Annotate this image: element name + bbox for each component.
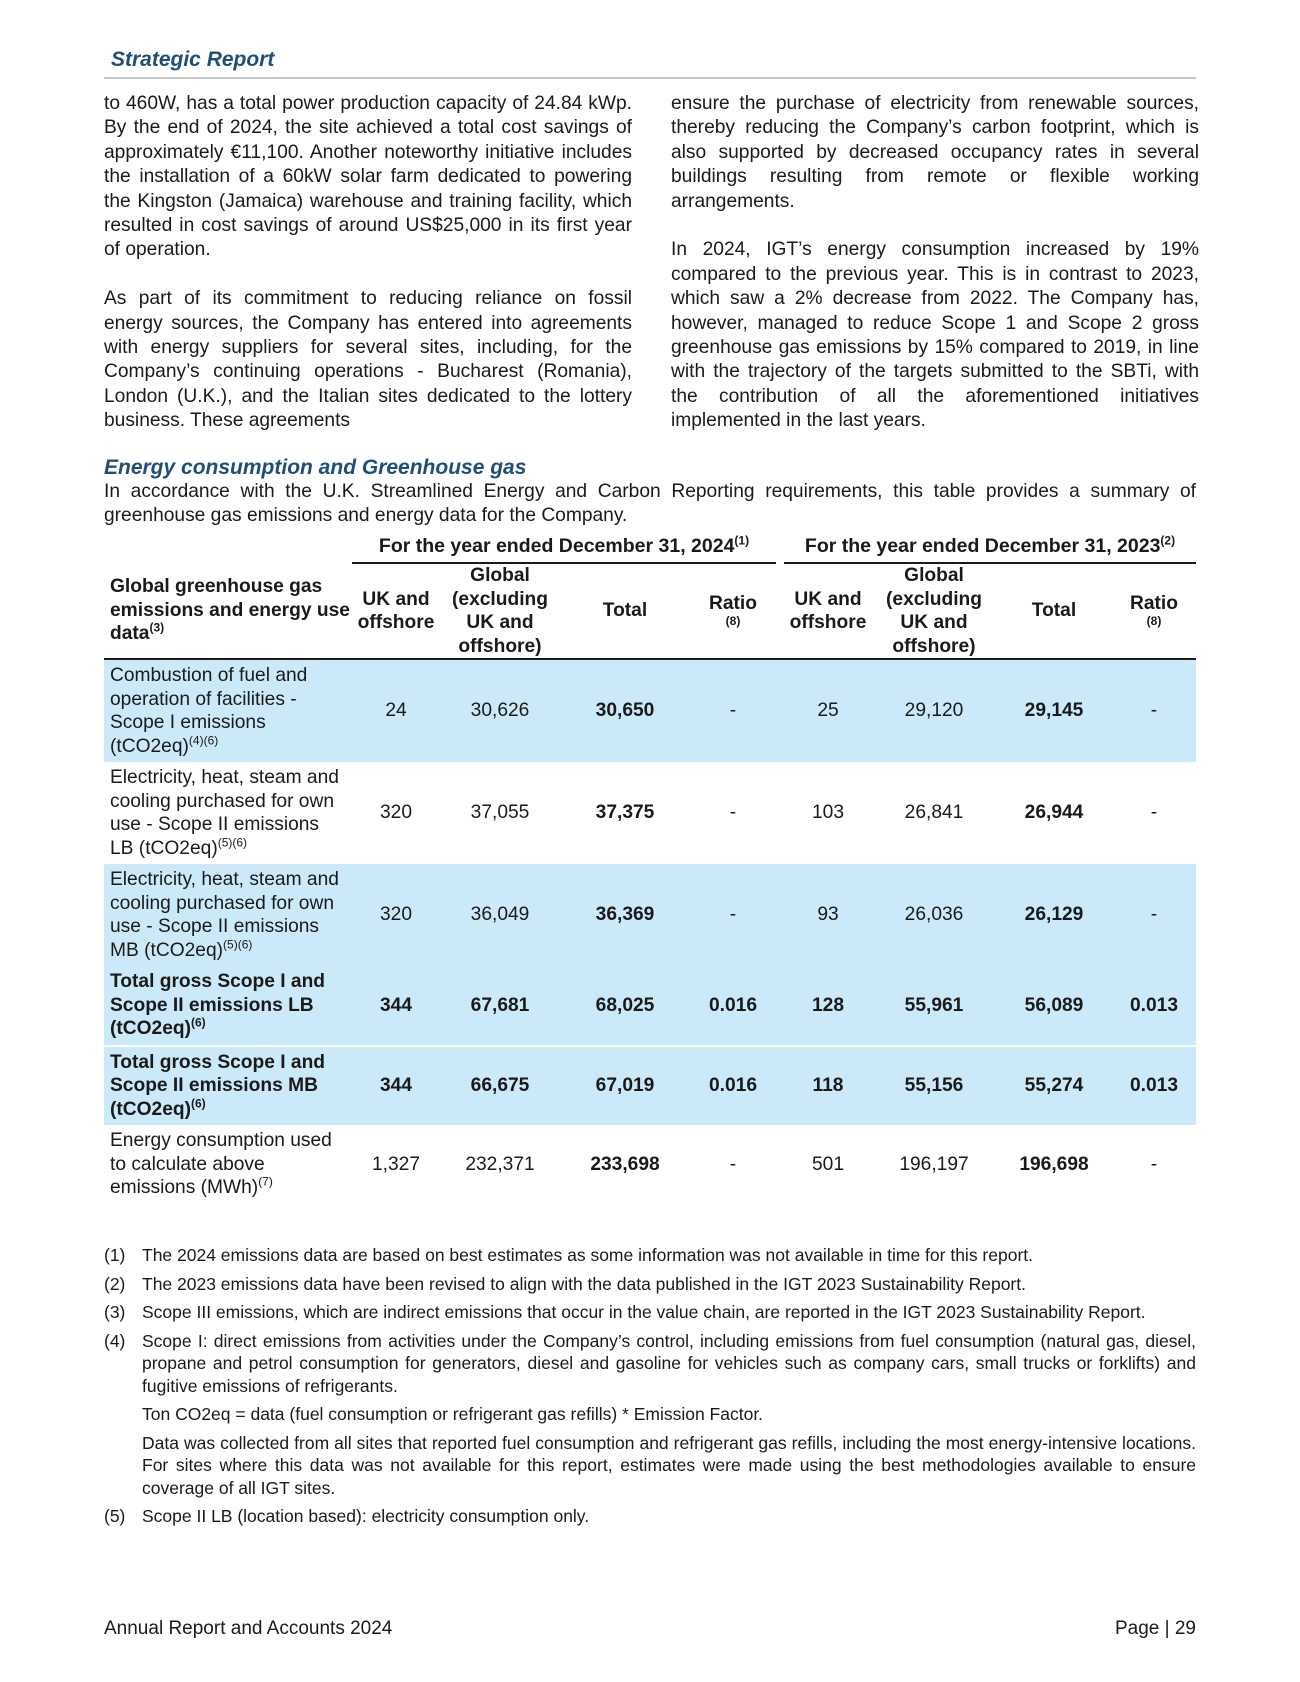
cell-uk-2024: 24 <box>385 700 407 722</box>
footnote <box>104 1505 1196 1528</box>
cell-global-2023: 55,961 <box>904 994 964 1016</box>
cell-total-2023: 196,698 <box>1019 1153 1089 1175</box>
cell-ratio-2023: - <box>1150 802 1158 824</box>
footnote <box>104 1244 1196 1267</box>
footnotes <box>104 1244 1196 1534</box>
cell-ratio-2024: - <box>729 700 737 722</box>
cell-uk-2023: 501 <box>811 1153 844 1175</box>
footnote <box>104 1273 1196 1296</box>
cell-global-2024: 232,371 <box>465 1153 535 1175</box>
cell-uk-2024: 344 <box>379 994 412 1016</box>
period-header-row <box>104 531 1196 563</box>
row-label: Total gross Scope I and Scope II emissions MB $(tCO2eq)^{(6)}$ <box>110 1051 326 1120</box>
ratio-header: Ratio (8) <box>709 593 757 628</box>
uk-offshore-header: UK and offshore <box>789 588 867 633</box>
body-column-right <box>671 92 1199 458</box>
paragraph: In 2024, IGT’s energy consumption increased by 19% compared to the previous year. This is in contrast to 2023, which saw a 2% decrease from 2022. The Company has, however, managed to reduce Scope 1 and Scope 2 gross greenhouse gas emissions by 15% compared to 2019, in line with the trajectory of the targets submitted to the SBTi, with the contribution of all the aforementioned initiatives implemented in the last years. <box>671 239 1199 432</box>
period-2024-header: For the year ended December 31, 2024$^{(1)}$ <box>352 531 776 563</box>
footnote <box>104 1330 1196 1398</box>
paragraph: ensure the purchase of electricity from renewable sources, thereby reducing the Company’s carbon footprint, which is also supported by decreased occupancy rates in several buildings resulting from remote or flexible working arrangements. <box>671 93 1199 212</box>
table-row <box>104 1125 1196 1204</box>
footer-report-title: Annual Report and Accounts 2024 <box>104 1618 393 1639</box>
cell-total-2024: 67,019 <box>595 1075 655 1096</box>
paragraph: As part of its commitment to reducing reliance on fossil energy sources, the Company has entered into agreements with energy suppliers for several sites, including, for the Company’s continuing operations - Bucharest (Romania), London (U.K.), and the Italian sites dedicated to the lottery business. These agreements <box>104 288 632 432</box>
cell-total-2024: 30,650 <box>595 700 655 722</box>
table-row <box>104 966 1196 1046</box>
body-column-left <box>104 92 632 458</box>
row-label: Combustion of fuel and operation of facilities - Scope I emissions $(tCO2eq)^{(4)(6)}$ <box>110 665 308 757</box>
cell-uk-2024: 320 <box>379 904 412 926</box>
footnote-continuation: Ton CO2eq = data (fuel consumption or refrigerant gas refills) * Emission Factor. <box>142 1404 764 1424</box>
cell-uk-2023: 118 <box>812 1075 844 1096</box>
ratio-header: Ratio (8) <box>1130 593 1178 628</box>
cell-global-2024: 36,049 <box>470 904 530 926</box>
cell-global-2023: 196,197 <box>899 1153 969 1175</box>
row-label: Total gross Scope I and Scope II emissions LB $(tCO2eq)^{(6)}$ <box>110 971 326 1039</box>
cell-uk-2024: 1,327 <box>371 1153 420 1175</box>
label-column-header: Global greenhouse gas emissions and energy use data$^{(3)}$ <box>110 576 350 645</box>
cell-uk-2023: 128 <box>811 994 844 1016</box>
section-intro: In accordance with the U.K. Streamlined Energy and Carbon Reporting requirements, this table provides a summary of greenhouse gas emissions and energy data for the Company. <box>104 481 1196 526</box>
cell-global-2023: 26,036 <box>904 904 964 926</box>
footnote-number: (1) <box>104 1245 126 1265</box>
cell-ratio-2024: - <box>729 904 737 926</box>
footnote <box>104 1301 1196 1324</box>
cell-total-2023: 56,089 <box>1024 994 1084 1016</box>
ghg-emissions-table <box>104 531 1196 1204</box>
footnote-text: Scope III emissions, which are indirect emissions that occur in the value chain, are reported in the IGT 2023 Sustainability Report. <box>142 1302 1146 1322</box>
cell-uk-2023: 93 <box>817 904 839 926</box>
cell-global-2023: 26,841 <box>904 802 964 824</box>
page-header-title: Strategic Report <box>111 48 275 71</box>
cell-ratio-2024: 0.016 <box>708 1075 757 1096</box>
cell-total-2023: 55,274 <box>1024 1075 1084 1096</box>
cell-ratio-2024: 0.016 <box>708 994 757 1016</box>
header-divider <box>104 77 1196 79</box>
cell-ratio-2023: - <box>1150 700 1158 722</box>
cell-ratio-2023: - <box>1150 904 1158 926</box>
table-row <box>104 762 1196 864</box>
cell-total-2024: 36,369 <box>595 904 655 926</box>
cell-total-2024: 37,375 <box>595 802 655 824</box>
table-row <box>104 659 1196 762</box>
cell-uk-2023: 25 <box>817 700 839 722</box>
table-row <box>104 864 1196 966</box>
cell-global-2023: 55,156 <box>904 1075 964 1096</box>
cell-global-2024: 66,675 <box>470 1075 530 1096</box>
cell-total-2023: 29,145 <box>1024 700 1084 722</box>
row-label: Electricity, heat, steam and cooling purchased for own use - Scope II emissions MB $(tCO2eq)^{(5)(6)}$ <box>110 869 339 961</box>
footnote-text: Scope II LB (location based): electricity consumption only. <box>142 1506 590 1526</box>
cell-ratio-2023: - <box>1150 1153 1158 1175</box>
cell-total-2023: 26,129 <box>1024 904 1084 926</box>
footnote-text: The 2024 emissions data are based on best estimates as some information was not available in time for this report. <box>142 1245 1034 1265</box>
global-header: Global (excluding UK and offshore) <box>452 565 548 657</box>
column-header-row <box>104 563 1196 659</box>
total-header: Total <box>602 600 648 622</box>
global-header: Global (excluding UK and offshore) <box>886 565 982 657</box>
cell-uk-2024: 344 <box>379 1075 412 1096</box>
footnote-number: (3) <box>104 1302 126 1322</box>
cell-ratio-2023: 0.013 <box>1129 994 1178 1016</box>
row-label: Electricity, heat, steam and cooling purchased for own use - Scope II emissions LB $(tCO2eq)^{(5)(6)}$ <box>110 767 339 859</box>
cell-global-2024: 67,681 <box>470 994 530 1016</box>
total-header: Total <box>1031 600 1077 622</box>
period-2023-header: For the year ended December 31, 2023$^{(2)}$ <box>784 531 1196 563</box>
section-title: Energy consumption and Greenhouse gas <box>104 456 527 479</box>
cell-global-2023: 29,120 <box>904 700 964 722</box>
footnote-text: Scope I: direct emissions from activities under the Company’s control, including emissions from fuel consumption (natural gas, diesel, propane and petrol consumption for generators, diesel and gasoline for vehicles such as company cars, small trucks or forklifts) and fugitive emissions of refrigerants. <box>142 1330 1196 1396</box>
footer-page-number: Page | 29 <box>1114 1618 1196 1639</box>
cell-uk-2023: 103 <box>811 802 844 824</box>
cell-global-2024: 30,626 <box>470 700 530 722</box>
paragraph: to 460W, has a total power production capacity of 24.84 kWp. By the end of 2024, the site achieved a total cost savings of approximately €11,100. Another noteworthy initiative includes the installation of a 60kW solar farm dedicated to powering the Kingston (Jamaica) warehouse and training facility, which resulted in cost savings of around US$25,000 in its first year of operation. <box>104 93 632 261</box>
table-row <box>104 1046 1196 1126</box>
cell-total-2024: 68,025 <box>595 994 655 1016</box>
cell-ratio-2024: - <box>729 1153 737 1175</box>
cell-global-2024: 37,055 <box>470 802 530 824</box>
footnote-number: (5) <box>104 1506 126 1526</box>
footnote-number: (2) <box>104 1273 126 1294</box>
footnote-text: The 2023 emissions data have been revised to align with the data published in the IGT 2023 Sustainability Report. <box>142 1273 1026 1294</box>
row-label: Energy consumption used to calculate above emissions (MWh)$^{(7)}$ <box>110 1130 332 1198</box>
cell-ratio-2024: - <box>729 802 737 824</box>
footnote-continuation: Data was collected from all sites that reported fuel consumption and refrigerant gas refills, including the most energy-intensive locations. For sites where this data was not available for this report, estimates were made using the best methodologies available to ensure coverage of all IGT sites. <box>142 1432 1196 1498</box>
uk-offshore-header: UK and offshore <box>357 588 435 633</box>
cell-uk-2024: 320 <box>379 802 412 824</box>
cell-total-2023: 26,944 <box>1024 802 1084 824</box>
cell-ratio-2023: 0.013 <box>1129 1075 1178 1096</box>
cell-total-2024: 233,698 <box>590 1153 660 1175</box>
footnote-number: (4) <box>104 1330 126 1351</box>
